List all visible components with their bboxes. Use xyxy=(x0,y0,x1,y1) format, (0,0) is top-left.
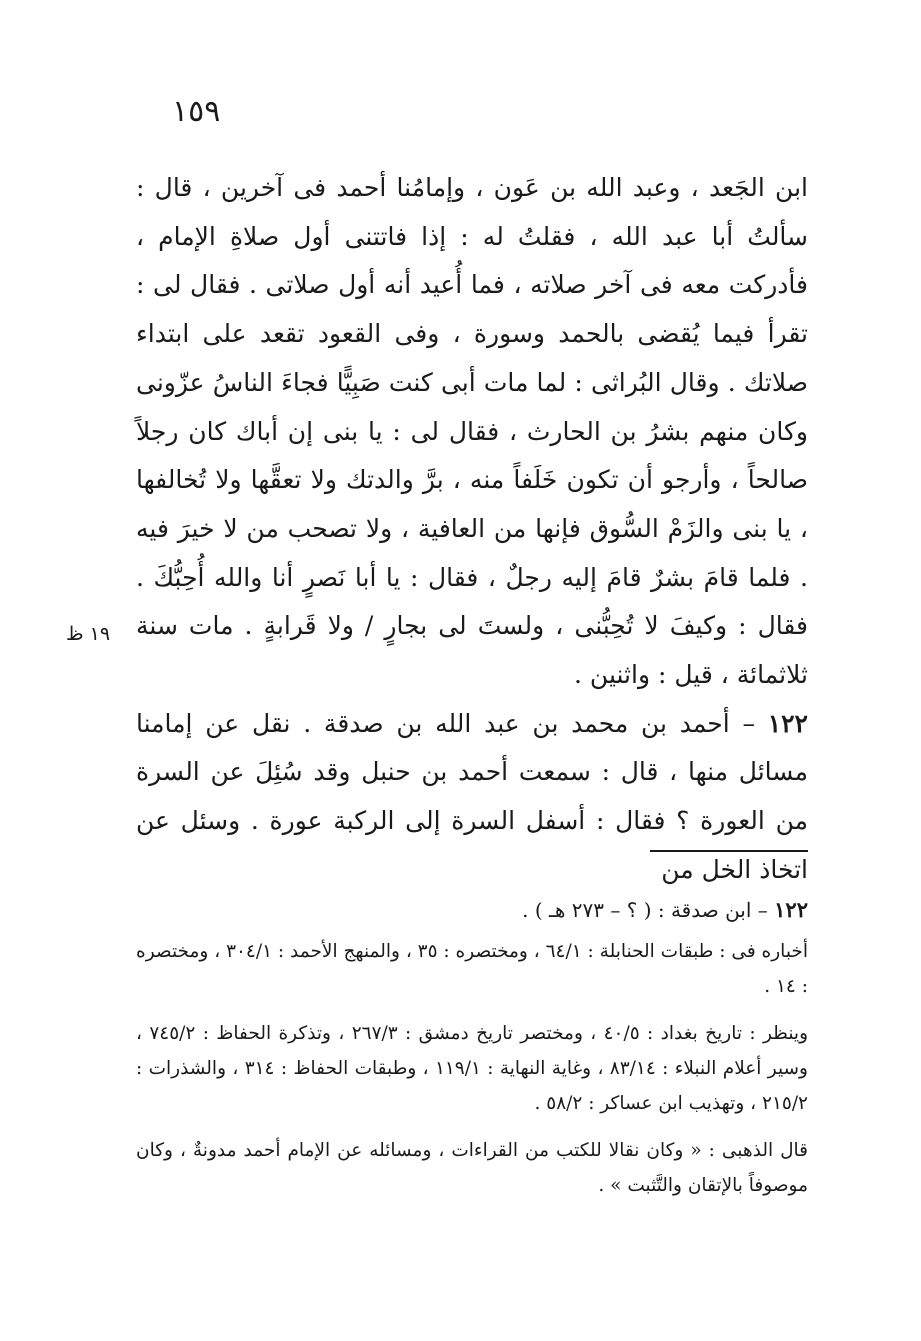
footnotes-section xyxy=(136,892,808,1215)
footnote-dhahabi-quote: قال الذهبى : « وكان نقالا للكتب من القراءات ، ومسائله عن الإمام أحمد مدونةٌ ، وكان موصوفاً بالإتقان والتَّثبت » . xyxy=(136,1140,808,1196)
entry-dash: – xyxy=(729,708,768,738)
main-body-text xyxy=(136,164,808,895)
footnote-sources: أخباره فى : طبقات الحنابلة : ٦٤/١ ، ومختصره : ٣٥ ، والمنهج الأحمد : ٣٠٤/١ ، ومختصره : ١٤ . xyxy=(136,941,808,997)
entry-number: ١٢٢ xyxy=(767,708,808,738)
manuscript-folio-note: ١٩ ظ xyxy=(66,623,111,645)
footnote-heading-text: – ابن صدقة : ( ؟ – ٢٧٣ هـ ) . xyxy=(522,898,775,922)
body-paragraph-2 xyxy=(136,700,808,895)
page-number: ١٥٩ xyxy=(172,94,221,129)
footnote-separator xyxy=(650,850,808,852)
body-paragraph-1: ابن الجَعد ، وعبد الله بن عَون ، وإمامُنا أحمد فى آخرين ، قال : سألتُ أبا عبد الله ، فقلتُ له : إذا فاتتنى أول صلاةِ الإمام ، فأدركت معه فى آخر صلاته ، فما أُعيد أنه أول صلاتى . فقال لى : تقرأ فيما يُقضى بالحمد وسورة ، وفى القعود تقعد على ابتداء صلاتك . وقال البُراثى : لما مات أبى كنت صَبِيًّا فجاءَ الناسُ عزّونى وكان منهم بشرُ بن الحارث ، فقال لى : يا بنى إن أباك كان رجلاً صالحاً ، وأرجو أن تكون خَلَفاً منه ، برَّ والدتك ولا تعقَّها ولا تُخالفها ، يا بنى والزَمْ السُّوق فإنها من العافية ، ولا تصحب من لا خيرَ فيه . فلما قامَ بشرٌ قامَ إليه رجلٌ ، فقال : يا أبا نَصرٍ أنا والله أُحِبُّكَ . فقال : وكيفَ لا تُحِبُّنى ، ولستَ لى بجارٍ / ولا قَرابةٍ . مات سنة ثلاثمائة ، قيل : واثنين . xyxy=(136,173,808,690)
footnote-heading xyxy=(136,892,808,928)
footnote-references: وينظر : تاريخ بغداد : ٤٠/٥ ، ومختصر تاريخ دمشق : ٢٦٧/٣ ، وتذكرة الحفاظ : ٧٤٥/٢ ، وسير أعلام النبلاء : ٨٣/١٤ ، وغاية النهاية : ١١٩/١ ، وطبقات الحفاظ : ٣١٤ ، والشذرات : ٢١٥/٢ ، وتهذيب ابن عساكر : ٥٨/٢ . xyxy=(136,1023,809,1114)
entry-text: أحمد بن محمد بن عبد الله بن صدقة . نقل عن إمامنا مسائل منها ، قال : سمعت أحمد بن حنبل وقد سُئِلَ عن السرة من العورة ؟ فقال : أسفل السرة إلى الركبة عورة . وسئل عن اتخاذ الخل من xyxy=(136,708,808,884)
footnote-entry-number: ١٢٢ xyxy=(774,897,808,922)
